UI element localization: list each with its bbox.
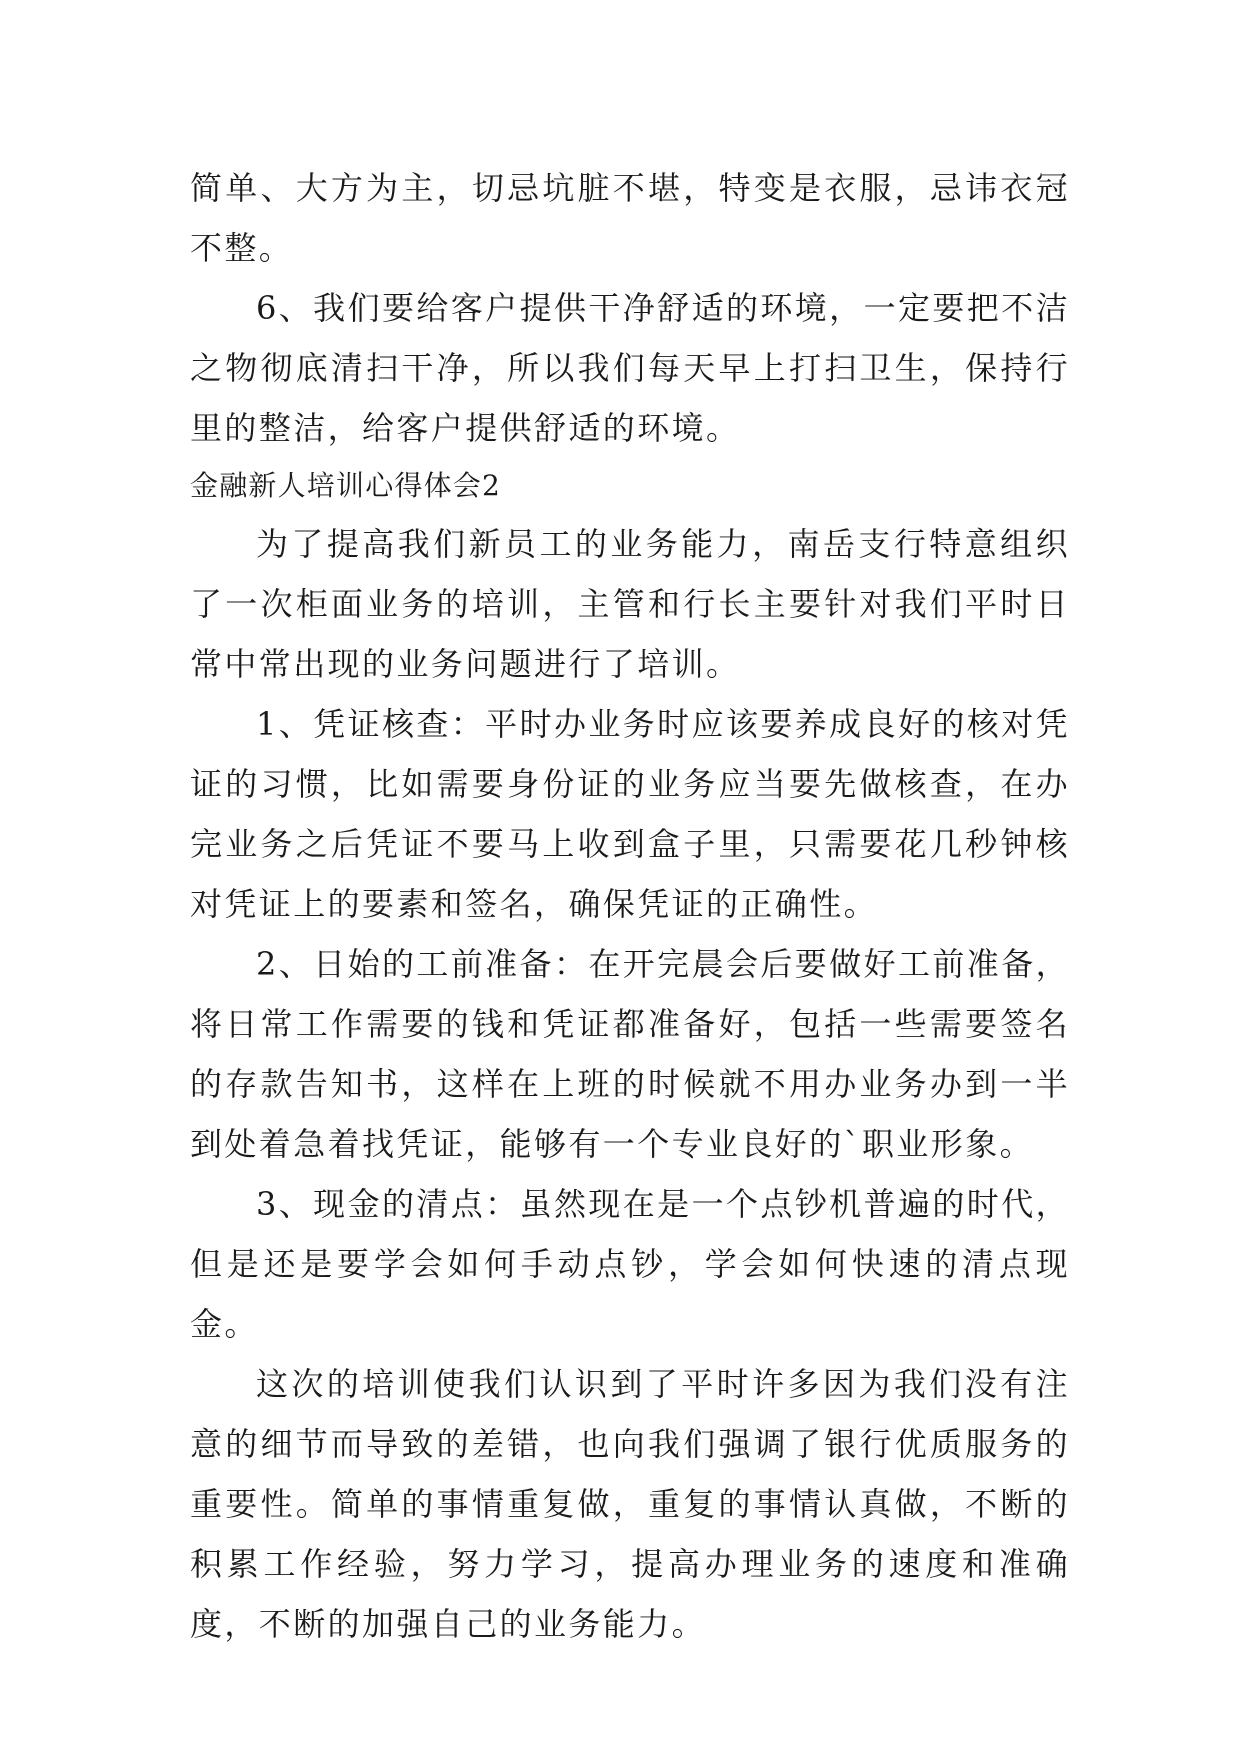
section-title: 金融新人培训心得体会2 — [190, 469, 502, 502]
paragraph-item-2: 2、日始的工前准备：在开完晨会后要做好工前准备，将日常工作需要的钱和凭证都准备好，包括一些需要签名的存款告知书，这样在上班的时候就不用办业务办到一半到处着急着找凭证，能够有一个专业良好的`职业形象。 — [190, 945, 1070, 1163]
document-body — [190, 158, 1070, 1654]
paragraph-intro: 为了提高我们新员工的业务能力，南岳支行特意组织了一次柜面业务的培训，主管和行长主要针对我们平时日常中常出现的业务问题进行了培训。 — [190, 525, 1070, 683]
paragraph-item-6: 6、我们要给客户提供干净舒适的环境，一定要把不洁之物彻底清扫干净，所以我们每天早上打扫卫生，保持行里的整洁，给客户提供舒适的环境。 — [190, 289, 1070, 447]
paragraph-continued: 简单、大方为主，切忌坑脏不堪，特变是衣服，忌讳衣冠不整。 — [190, 169, 1070, 267]
paragraph-conclusion: 这次的培训使我们认识到了平时许多因为我们没有注意的细节而导致的差错，也向我们强调了银行优质服务的重要性。简单的事情重复做，重复的事情认真做，不断的积累工作经验，努力学习，提高办理业务的速度和准确度，不断的加强自己的业务能力。 — [190, 1365, 1070, 1643]
paragraph-item-1: 1、凭证核查：平时办业务时应该要养成良好的核对凭证的习惯，比如需要身份证的业务应当要先做核查，在办完业务之后凭证不要马上收到盒子里，只需要花几秒钟核对凭证上的要素和签名，确保凭证的正确性。 — [190, 705, 1070, 923]
paragraph-item-3: 3、现金的清点：虽然现在是一个点钞机普遍的时代，但是还是要学会如何手动点钞，学会如何快速的清点现金。 — [190, 1185, 1070, 1343]
